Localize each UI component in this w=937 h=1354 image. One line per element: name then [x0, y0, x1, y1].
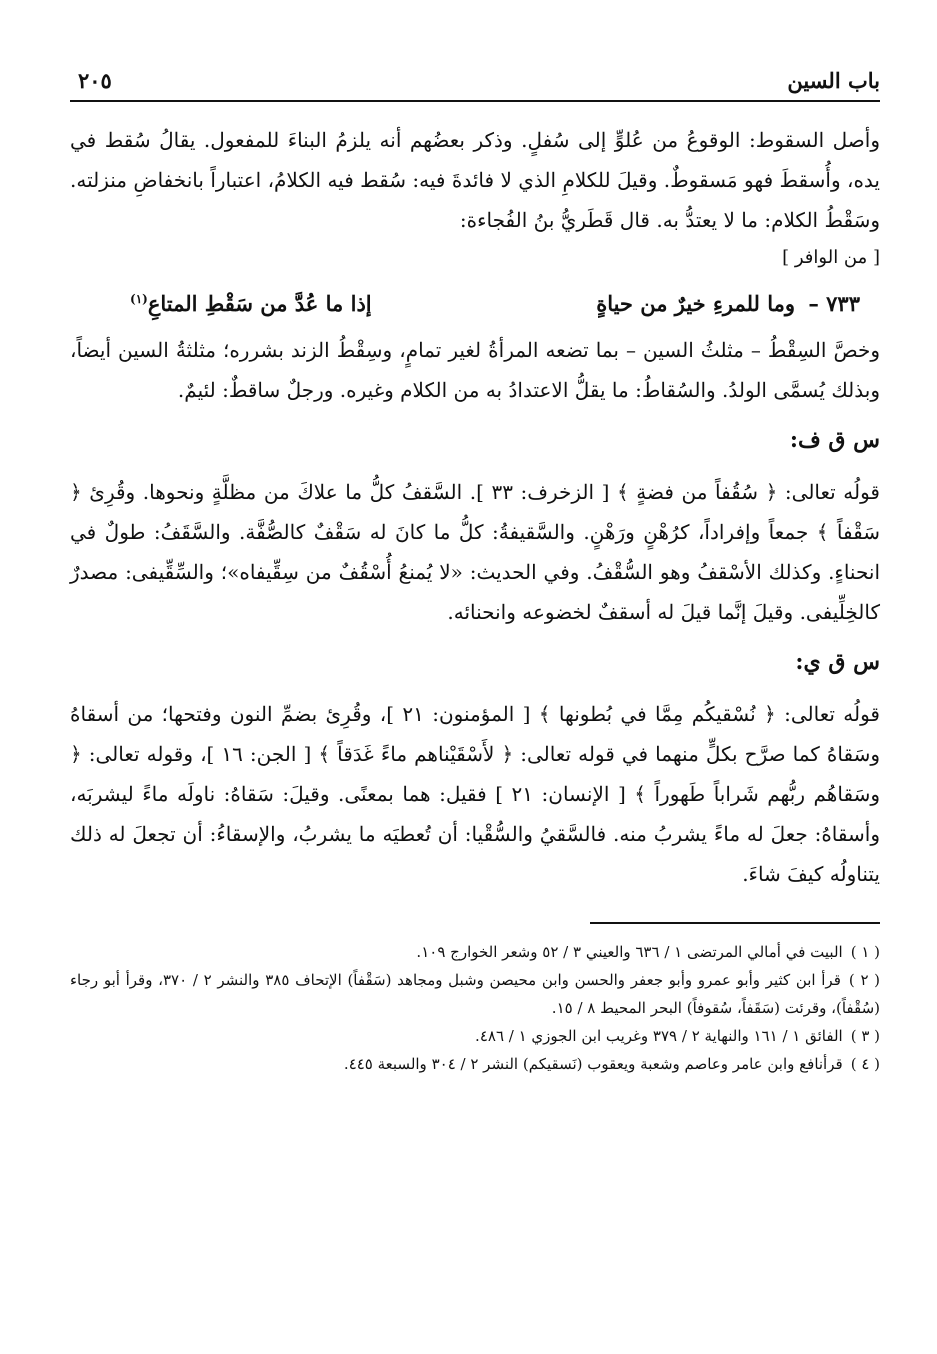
section-heading-sqy: س ق ي: — [795, 649, 880, 675]
footnotes — [70, 938, 880, 1078]
page-number: ٢٠٥ — [78, 68, 112, 93]
footnote-separator — [590, 922, 880, 924]
page-header — [70, 60, 880, 102]
footnote-marker: (١) — [130, 292, 148, 306]
paragraph-saqy: قولُه تعالى: ﴿ نُسْقيكُم مِمَّا في بُطونها ﴾ [ المؤمنون: ٢١ ]، وقُرِئ بضمِّ النون وفتحها؛ من أسقاهُ وسَقاهُ كما صرَّح بكلٍّ منهما في قوله تعالى: ﴿ لأَسْقَيْناهم ماءً غَدَقاً ﴾ [ الجن: ١٦ ]، وقوله تعالى: ﴿ وسَقاهُم ربُّهم شَراباً طَهوراً ﴾ [ الإنسان: ٢١ ] فقيل: هما بمعنًى. وقيلَ: سَقاهُ: ناولَه ماءً ليشربَه، وأسقاهُ: جعلَ له ماءً يشربُ منه. فالسَّقيُ والسُّقْيا: أن تُعطيَه ما يشربُ، والإسقاءُ: أن تجعلَ له ذلك يتناولُه كيفَ شاءَ. — [70, 702, 880, 886]
document-page — [70, 60, 880, 1078]
footnote-4: ( ٤ )قرأنافع وابن عامر وعاصم وشعبة ويعقوب (نَسقيكم) النشر ٢ / ٣٠٤ والسبعة ٤٤٥. — [343, 1055, 880, 1073]
verse-second-hemistich: إذا ما عُدَّ من سَقْطِ المتاعِ$^{(١)}$ — [130, 291, 372, 316]
paragraph-saqt: وأصل السقوط: الوقوعُ من عُلوٍّ إلى سُفلٍ. وذكر بعضُهم أنه يلزمُ البناءَ للمفعول. يقالُ سُقط في يده، وأُسقطَ فهو مَسقوطٌ. وقيلَ للكلامِ الذي لا فائدةَ فيه: سُقط فيه الكلامُ، اعتباراً بانخفاضِ منزلته. وسَقْطُ الكلام: ما لا يعتدُّ به. قال قَطَريُّ بنُ الفُجاءة: — [70, 128, 880, 232]
paragraph-saqf: قولُه تعالى: ﴿ سُقُفاً من فضةٍ ﴾ [ الزخرف: ٣٣ ]. السَّقفُ كلُّ ما علاكَ من مظلَّةٍ ونحوها. وقُرِئ ﴿ سَقْفاً ﴾ جمعاً وإفراداً، كرُهْنٍ ورَهْنٍ. والسَّقيفةُ: كلُّ ما كانَ له سَقْفٌ كالصُّفَّة. والسَّقَفُ: طولٌ في انحناءٍ. وكذلك الأسْقفُ وهو السُّقْفُ. وفي الحديث: «لا يُمنعُ أُسْقُفٌ من سِقِّيفاه»؛ والسِّقِّيفى: مصدرٌ كالخِلِّيفى. وقيلَ إنَّما قيلَ له أسقفٌ لخضوعه وانحنائه. — [70, 480, 881, 624]
meter-label: [ من الوافر ] — [782, 247, 880, 268]
paragraph-siqt: وخصَّ السِقْطُ – مثلثُ السين – بما تضعه المرأةُ لغير تمامٍ، وسِقْطُ الزند بشرره؛ مثلثةُ السين أيضاً، وبذلك يُسمَّى الولدُ. والسُقاطُ: ما يقلُّ الاعتدادُ به من الكلام وغيره. ورجلٌ ساقطٌ: لئيمٌ. — [70, 338, 880, 402]
section-heading-sqf: س ق ف: — [789, 427, 880, 453]
poem-verse — [70, 282, 880, 326]
footnote-1: ( ١ )البيت في أمالي المرتضى ١ / ٦٣٦ والعيني ٣ / ٥٢ وشعر الخوارج ١٠٩. — [416, 943, 880, 961]
verse-number: ٧٣٣ – — [808, 291, 860, 316]
verse-first-hemistich: ٧٣٣ – وما للمرءِ خيرٌ من حياةٍ — [596, 291, 860, 316]
footnote-2: ( ٢ )قرأ ابن كثير وأبو عمرو وأبو جعفر والحسن وابن محيصن وشبل ومجاهد (سَقْفاً) الإتحاف ٣٨٥ والنشر ٢ / ٣٧٠، وقرأ أبو رجاء (سُقْفاً)، وقرئت (سَقَفاً، سُقوفاً) البحر المحيط ٨ / ١٥. — [70, 971, 881, 1017]
chapter-title: باب السين — [787, 68, 880, 93]
footnote-3: ( ٣ )الفائق ١ / ١٦١ والنهاية ٢ / ٣٧٩ وغريب ابن الجوزي ١ / ٤٨٦. — [475, 1027, 880, 1045]
page-body — [70, 120, 880, 1078]
